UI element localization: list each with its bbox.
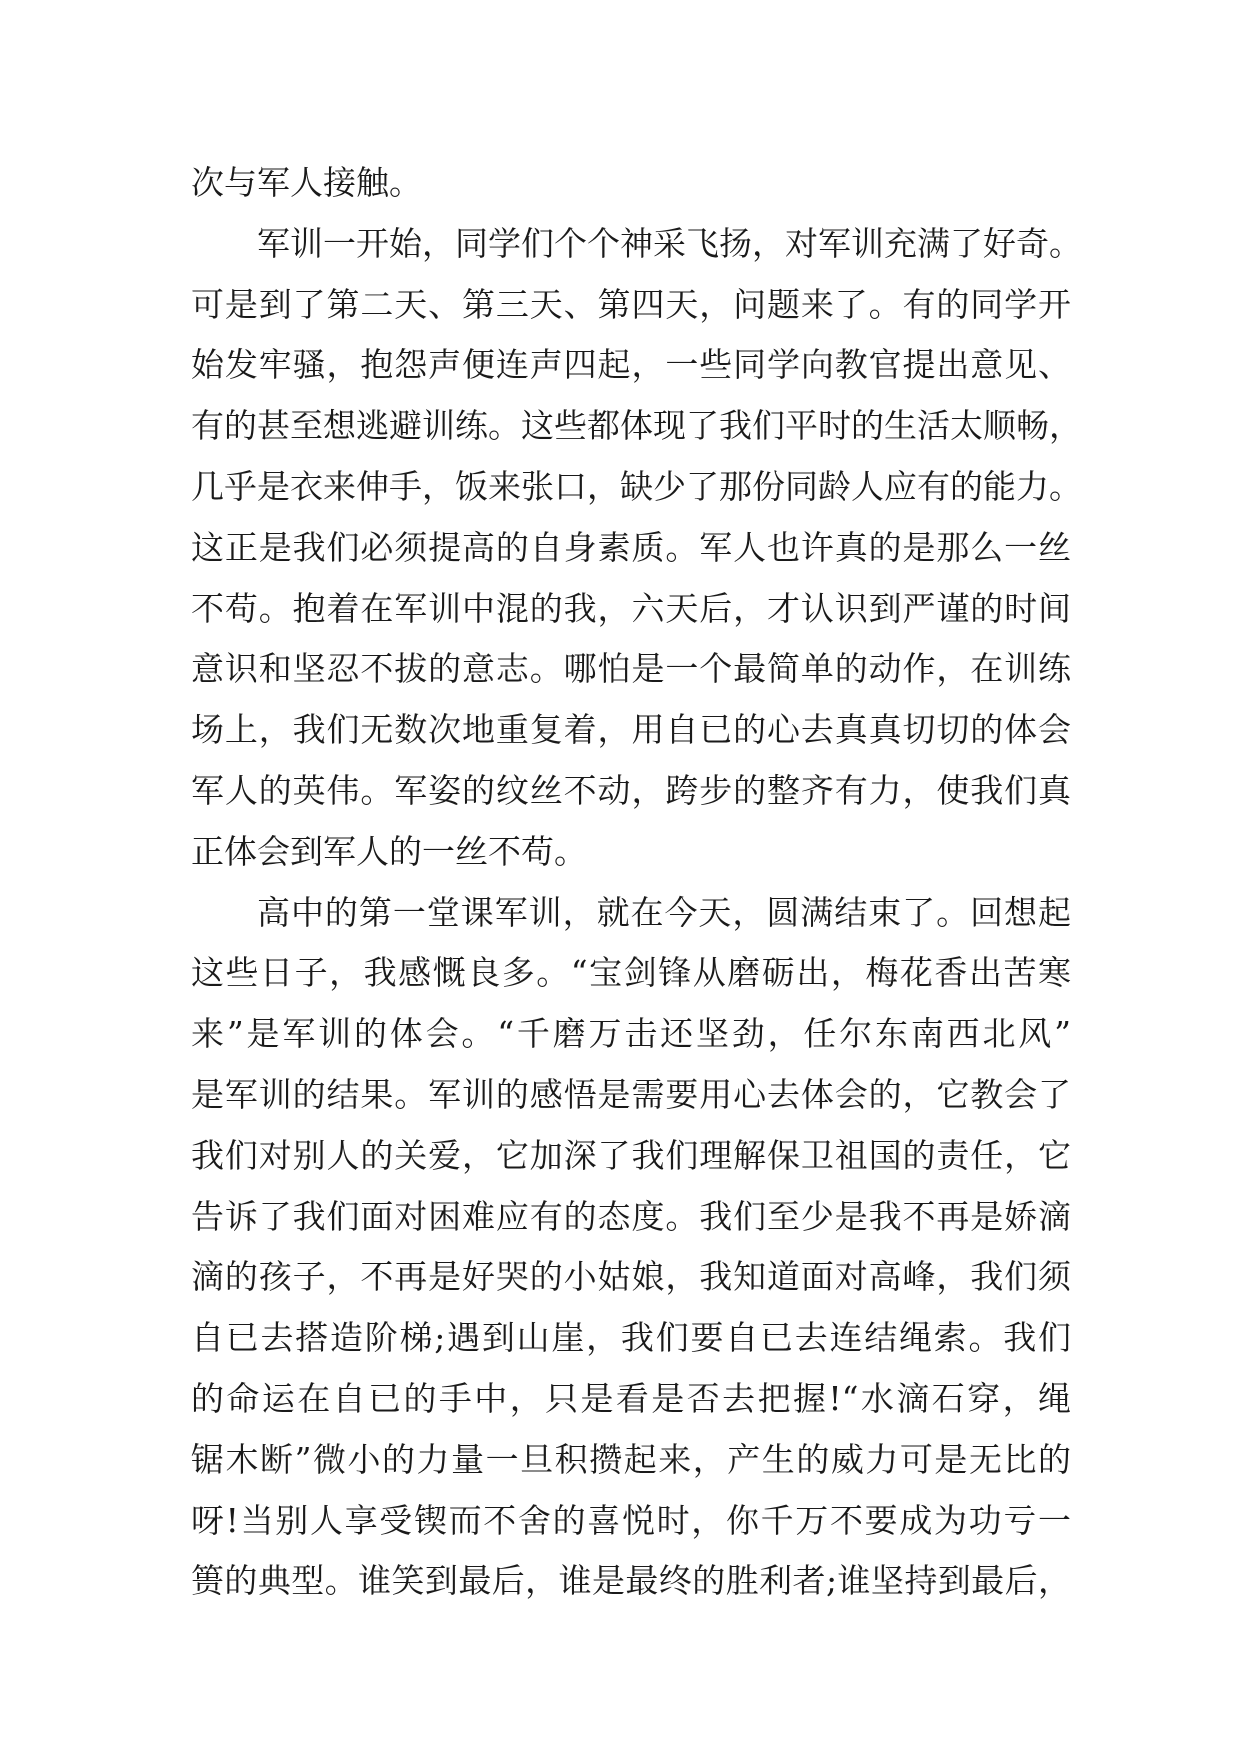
- text-line: 可是到了第二天、第三天、第四天，问题来了。有的同学开: [191, 284, 1071, 324]
- body-text: [191, 153, 1082, 1612]
- text-line: 锯木断”微小的力量一旦积攒起来，产生的威力可是无比的: [191, 1439, 1071, 1479]
- text-line: 呀!当别人享受锲而不舍的喜悦时，你千万不要成为功亏一: [191, 1500, 1071, 1540]
- text-line: 是军训的结果。军训的感悟是需要用心去体会的，它教会了: [191, 1074, 1071, 1114]
- text-line: 告诉了我们面对困难应有的态度。我们至少是我不再是娇滴: [191, 1196, 1071, 1236]
- text-line: 始发牢骚，抱怨声便连声四起，一些同学向教官提出意见、: [191, 345, 1071, 385]
- text-line: 军人的英伟。军姿的纹丝不动，跨步的整齐有力，使我们真: [191, 770, 1071, 810]
- text-line: 来”是军训的体会。“千磨万击还坚劲，任尔东南西北风”: [191, 1014, 1071, 1054]
- text-line: 自已去搭造阶梯;遇到山崖，我们要自已去连结绳索。我们: [191, 1318, 1071, 1358]
- paragraph-first-line: 高中的第一堂课军训，就在今天，圆满结束了。回想起: [257, 892, 1071, 932]
- text-line: 我们对别人的关爱，它加深了我们理解保卫祖国的责任，它: [191, 1135, 1071, 1175]
- text-line: 这些日子，我感慨良多。“宝剑锋从磨砺出，梅花香出苦寒: [191, 953, 1071, 993]
- text-line: 意识和坚忍不拔的意志。哪怕是一个最简单的动作，在训练: [191, 649, 1071, 689]
- paragraph-first-line: 军训一开始，同学们个个神采飞扬，对军训充满了好奇。: [257, 223, 1082, 263]
- text-line: 篑的典型。谁笑到最后，谁是最终的胜利者;谁坚持到最后，: [191, 1561, 1071, 1601]
- text-line: 场上，我们无数次地重复着，用自已的心去真真切切的体会: [191, 710, 1071, 750]
- text-line: 滴的孩子，不再是好哭的小姑娘，我知道面对高峰，我们须: [191, 1257, 1071, 1297]
- text-line: 几乎是衣来伸手，饭来张口，缺少了那份同龄人应有的能力。: [191, 466, 1082, 506]
- text-line: 不苟。抱着在军训中混的我，六天后，才认识到严谨的时间: [191, 588, 1071, 628]
- text-line: 这正是我们必须提高的自身素质。军人也许真的是那么一丝: [191, 527, 1071, 567]
- text-line: 有的甚至想逃避训练。这些都体现了我们平时的生活太顺畅，: [191, 406, 1082, 446]
- text-line: 次与军人接触。: [191, 163, 422, 202]
- text-line: 的命运在自已的手中，只是看是否去把握!“水滴石穿，绳: [191, 1378, 1071, 1418]
- text-line: 正体会到军人的一丝不苟。: [191, 831, 587, 871]
